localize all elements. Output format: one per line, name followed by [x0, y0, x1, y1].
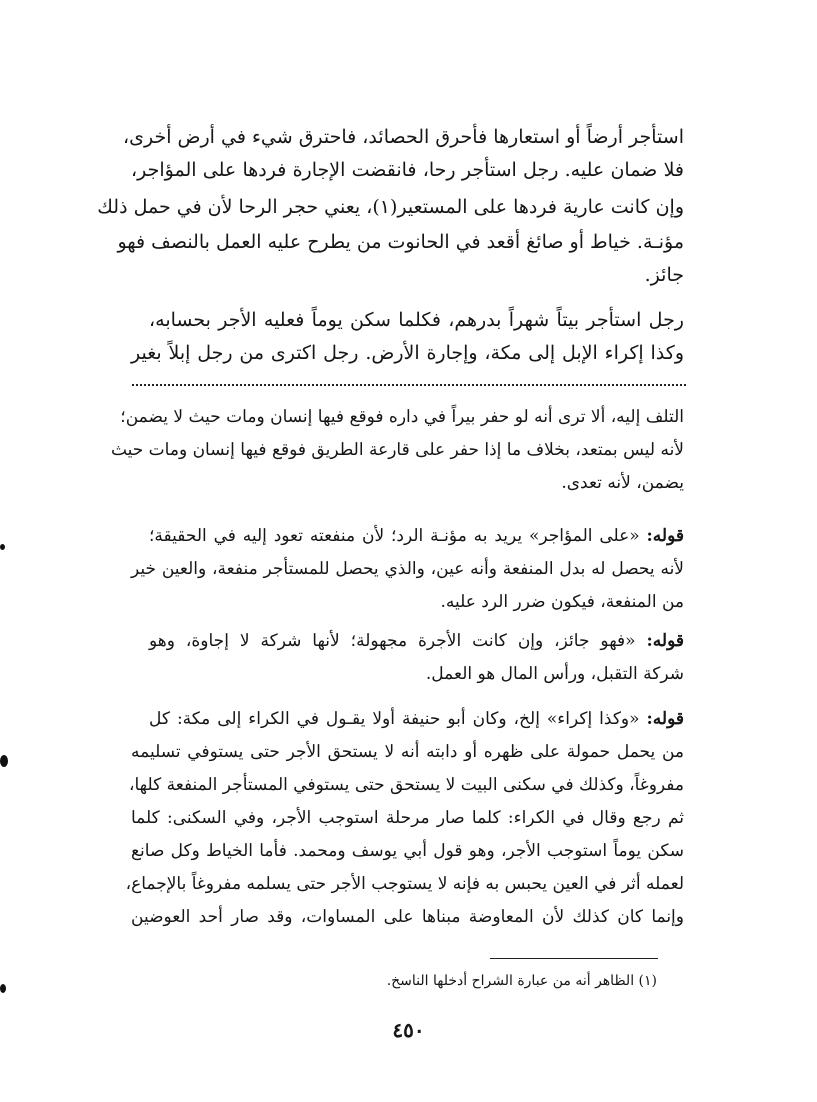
- commentary-line: لأنه ليس بمتعد، بخلاف ما إذا حفر على قارعة الطريق فوقع فيها إنسان ومات حيث: [110, 440, 684, 460]
- commentary-line: من يحمل حمولة على ظهره أو دابته أنه لا يستحق الأجر حتى يستوفي تسليمه: [131, 742, 684, 762]
- commentary-line: قوله: «فهو جائز، وإن كانت الأجرة مجهولة؛ لأنها شركة لا إجاوة، وهو: [149, 631, 684, 651]
- commentary-line: ثم رجع وقال في الكراء: كلما صار مرحلة استوجب الأجر، وفي السكنى: كلما: [131, 808, 684, 828]
- main-text-line: وكذا إكراء الإبل إلى مكة، وإجارة الأرض. رجل اكترى من رجل إبلاً بغير: [131, 342, 684, 364]
- commentary-line: سكن يوماً استوجب الأجر، وهو قول أبي يوسف ومحمد. فأما الخياط وكل صانع: [131, 841, 684, 861]
- commentary-line: التلف إليه، ألا ترى أنه لو حفر بيراً في داره فوقع فيها إنسان ومات حيث لا يضمن؛: [120, 407, 684, 427]
- scan-mark: [0, 755, 8, 767]
- commentary-line: شركة التقبل، ورأس المال هو العمل.: [425, 664, 684, 684]
- main-text-line: رجل استأجر بيتاً شهراً بدرهم، فكلما سكن يوماً فعليه الأجر بحسابه،: [149, 309, 684, 331]
- commentary-lead: قوله:: [646, 709, 684, 729]
- footnote-rule: [490, 958, 658, 959]
- dotted-separator: [132, 384, 686, 386]
- main-text-line: فلا ضمان عليه. رجل استأجر رحا، فانقضت الإجارة فردها على المؤاجر،: [131, 159, 684, 181]
- commentary-line: مفروغاً، وكذلك في سكنى البيت لا يستحق حتى يستوفي المستأجر المنفعة كلها،: [129, 775, 684, 795]
- footnote: (١) الظاهر أنه من عبارة الشراح أدخلها الناسخ.: [386, 973, 657, 989]
- commentary-line: لعمله أثر في العين يحبس به فإنه لا يستوجب الأجر حتى يسلمه مفروغاً بالإجماع،: [125, 874, 684, 894]
- commentary-line: قوله: «وكذا إكراء» إلخ، وكان أبو حنيفة أولا يقـول في الكراء إلى مكة: كل: [149, 709, 684, 729]
- main-text-line: وإن كانت عارية فردها على المستعير(١)، يعني حجر الرحا لأن في حمل ذلك: [97, 196, 684, 218]
- commentary-lead: قوله:: [646, 631, 684, 651]
- main-text-line: مؤنـة. خياط أو صائغ أقعد في الحانوت من يطرح عليه العمل بالنصف فهو: [117, 231, 684, 253]
- commentary-line: يضمن، لأنه تعدى.: [561, 473, 684, 493]
- commentary-lead: قوله:: [646, 526, 684, 546]
- main-text-line: استأجر أرضاً أو استعارها فأحرق الحصائد، فاحترق شيء في أرض أخرى،: [122, 126, 684, 148]
- main-text-line: جائز.: [644, 264, 684, 286]
- scan-mark: [0, 984, 6, 993]
- commentary-line: لأنه يحصل له بدل المنفعة وأنه عين، والذي يحصل للمستأجر منفعة، والعين خير: [131, 559, 684, 579]
- commentary-line: قوله: «على المؤاجر» يريد به مؤنـة الرد؛ لأن منفعته تعود إليه في الحقيقة؛: [149, 526, 684, 546]
- scan-mark: [0, 544, 5, 550]
- commentary-line: من المنفعة، فيكون ضرر الرد عليه.: [440, 592, 684, 612]
- page-number: ٤٥٠: [392, 1018, 425, 1042]
- commentary-line: وإنما كان كذلك لأن المعاوضة مبناها على المساوات، وقد صار أحد العوضين: [131, 907, 684, 927]
